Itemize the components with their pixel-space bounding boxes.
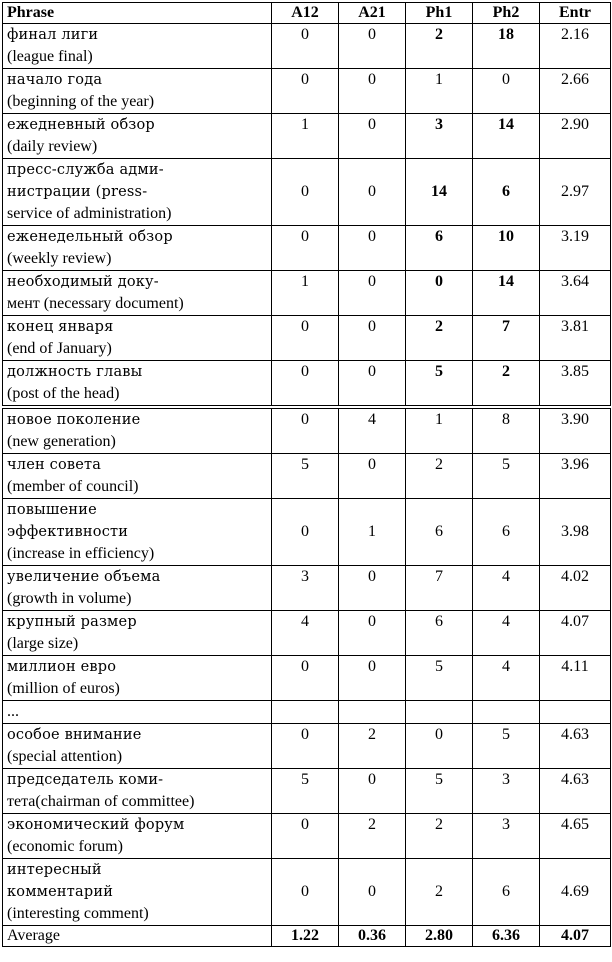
phrase-russian: пресс-служба адми-	[7, 162, 164, 178]
phrase-cell	[3, 24, 272, 69]
table-row	[3, 24, 611, 69]
cell-ph2: 3	[473, 814, 540, 859]
cell-a12: 0	[272, 159, 339, 226]
phrase-russian: необходимый доку-	[7, 274, 159, 290]
phrase-english: (growth in volume)	[7, 590, 132, 607]
phrase-english: (increase in efficiency)	[7, 545, 155, 562]
phrase-russian: председатель коми-	[7, 772, 164, 788]
cell-a21: 0	[339, 159, 406, 226]
table-row	[3, 316, 611, 361]
cell-a12: 3	[272, 566, 339, 611]
cell-entr: 4.65	[540, 814, 611, 859]
phrase-cell	[3, 499, 272, 566]
header-ph1: Ph1	[406, 3, 473, 24]
table-row	[3, 499, 611, 566]
cell-ph1: 6	[406, 499, 473, 566]
phrase-cell	[3, 271, 272, 316]
cell-entr: 2.97	[540, 159, 611, 226]
cell-ph1: 0	[406, 271, 473, 316]
cell-ph1: 6	[406, 611, 473, 656]
cell-a21: 0	[339, 271, 406, 316]
cell-a12: 0	[272, 69, 339, 114]
phrase-english: (end of January)	[7, 340, 112, 357]
cell-a21: 4	[339, 407, 406, 454]
phrase-english: (daily review)	[7, 138, 98, 155]
cell-ph2: 4	[473, 566, 540, 611]
header-row	[3, 3, 611, 24]
header-phrase: Phrase	[3, 3, 272, 24]
phrase-cell	[3, 114, 272, 159]
cell-a12: 0	[272, 316, 339, 361]
cell-ph1: 1	[406, 407, 473, 454]
cell-entr: 3.64	[540, 271, 611, 316]
cell-entr: 3.98	[540, 499, 611, 566]
cell-a21: 0	[339, 361, 406, 408]
cell-ph1: 1	[406, 69, 473, 114]
phrase-english: (large size)	[7, 635, 79, 652]
cell-ph1: 2	[406, 454, 473, 499]
phrase-russian: интересный	[7, 862, 102, 878]
cell-a12: 5	[272, 454, 339, 499]
phrase-russian: повышение	[7, 502, 97, 518]
phrase-table	[2, 2, 611, 947]
cell-ph1: 5	[406, 656, 473, 701]
cell-ph2: 4	[473, 656, 540, 701]
table-row	[3, 226, 611, 271]
header-entr: Entr	[540, 3, 611, 24]
phrase-cell	[3, 226, 272, 271]
phrase-russian: начало года	[7, 72, 103, 88]
empty-cell	[339, 701, 406, 724]
phrase-english: мент (necessary document)	[7, 295, 184, 312]
phrase-russian: крупный размер	[7, 614, 137, 630]
table-row	[3, 611, 611, 656]
phrase-russian: должность главы	[7, 364, 143, 380]
cell-entr: 2.66	[540, 69, 611, 114]
table-row	[3, 724, 611, 769]
average-a21: 0.36	[339, 926, 406, 947]
cell-ph2: 14	[473, 114, 540, 159]
cell-entr: 3.96	[540, 454, 611, 499]
cell-ph1: 3	[406, 114, 473, 159]
phrase-cell	[3, 769, 272, 814]
table-row	[3, 454, 611, 499]
table-row	[3, 656, 611, 701]
phrase-russian: эффективности	[7, 524, 129, 540]
table-row	[3, 566, 611, 611]
empty-cell	[272, 701, 339, 724]
phrase-russian: ежедневный обзор	[7, 117, 155, 133]
cell-ph1: 7	[406, 566, 473, 611]
phrase-english: (special attention)	[7, 748, 123, 765]
cell-a21: 0	[339, 859, 406, 926]
phrase-cell	[3, 724, 272, 769]
cell-entr: 4.07	[540, 611, 611, 656]
phrase-russian: особое внимание	[7, 727, 142, 743]
phrase-english: (economic forum)	[7, 838, 123, 855]
cell-entr: 3.85	[540, 361, 611, 408]
table-row	[3, 769, 611, 814]
cell-a12: 4	[272, 611, 339, 656]
phrase-cell	[3, 361, 272, 408]
phrase-cell	[3, 814, 272, 859]
cell-ph1: 5	[406, 769, 473, 814]
cell-a21: 0	[339, 566, 406, 611]
table-row	[3, 859, 611, 926]
phrase-russian: увеличение объема	[7, 569, 161, 585]
cell-entr: 4.63	[540, 769, 611, 814]
cell-a21: 2	[339, 724, 406, 769]
phrase-russian: член совета	[7, 457, 102, 473]
table-row	[3, 159, 611, 226]
cell-a21: 0	[339, 24, 406, 69]
cell-ph1: 5	[406, 361, 473, 408]
phrase-english: (post of the head)	[7, 385, 120, 402]
cell-a12: 1	[272, 114, 339, 159]
cell-entr: 4.02	[540, 566, 611, 611]
phrase-russian: финал лиги	[7, 27, 99, 43]
cell-entr: 4.63	[540, 724, 611, 769]
cell-a12: 1	[272, 271, 339, 316]
cell-ph2: 5	[473, 454, 540, 499]
cell-ph2: 2	[473, 361, 540, 408]
cell-entr: 4.11	[540, 656, 611, 701]
cell-a12: 0	[272, 814, 339, 859]
header-a12: A12	[272, 3, 339, 24]
cell-a21: 0	[339, 611, 406, 656]
empty-cell	[473, 701, 540, 724]
table-row	[3, 361, 611, 408]
cell-ph2: 6	[473, 859, 540, 926]
cell-ph2: 5	[473, 724, 540, 769]
cell-a21: 0	[339, 769, 406, 814]
phrase-cell	[3, 316, 272, 361]
average-ph2: 6.36	[473, 926, 540, 947]
cell-ph2: 3	[473, 769, 540, 814]
cell-ph2: 8	[473, 407, 540, 454]
cell-ph2: 4	[473, 611, 540, 656]
cell-ph1: 6	[406, 226, 473, 271]
phrase-english: (new generation)	[7, 433, 116, 450]
cell-ph2: 7	[473, 316, 540, 361]
phrase-cell	[3, 407, 272, 454]
cell-a21: 1	[339, 499, 406, 566]
table-row	[3, 69, 611, 114]
cell-ph2: 18	[473, 24, 540, 69]
phrase-russian: комментарий	[7, 884, 114, 900]
table-row	[3, 407, 611, 454]
cell-a12: 0	[272, 24, 339, 69]
cell-entr: 2.16	[540, 24, 611, 69]
cell-a12: 0	[272, 724, 339, 769]
average-row	[3, 926, 611, 947]
empty-cell	[406, 701, 473, 724]
header-ph2: Ph2	[473, 3, 540, 24]
cell-ph1: 2	[406, 859, 473, 926]
phrase-russian: еженедельный обзор	[7, 229, 173, 245]
ellipsis-cell: ...	[3, 701, 272, 724]
cell-a21: 0	[339, 69, 406, 114]
phrase-russian: новое поколение	[7, 412, 141, 428]
cell-ph1: 2	[406, 814, 473, 859]
phrase-english: (weekly review)	[7, 250, 112, 267]
cell-entr: 3.81	[540, 316, 611, 361]
phrase-english: (interesting comment)	[7, 905, 149, 922]
cell-a21: 0	[339, 114, 406, 159]
cell-a21: 0	[339, 656, 406, 701]
phrase-russian: конец января	[7, 319, 114, 335]
cell-ph1: 2	[406, 316, 473, 361]
cell-a21: 0	[339, 226, 406, 271]
cell-ph1: 14	[406, 159, 473, 226]
phrase-russian: нистрации (press-	[7, 184, 148, 200]
cell-a12: 0	[272, 407, 339, 454]
average-label: Average	[3, 926, 272, 947]
phrase-cell	[3, 69, 272, 114]
table-row	[3, 114, 611, 159]
cell-entr: 3.19	[540, 226, 611, 271]
cell-a12: 0	[272, 499, 339, 566]
table-row	[3, 271, 611, 316]
cell-a21: 2	[339, 814, 406, 859]
phrase-english: (million of euros)	[7, 680, 120, 697]
cell-ph2: 14	[473, 271, 540, 316]
cell-ph1: 0	[406, 724, 473, 769]
phrase-english: тета(chairman of committee)	[7, 793, 195, 810]
cell-a12: 5	[272, 769, 339, 814]
cell-ph2: 6	[473, 159, 540, 226]
average-a12: 1.22	[272, 926, 339, 947]
phrase-cell	[3, 159, 272, 226]
cell-a21: 0	[339, 454, 406, 499]
empty-cell	[540, 701, 611, 724]
cell-a12: 0	[272, 361, 339, 408]
average-entr: 4.07	[540, 926, 611, 947]
phrase-english: (member of council)	[7, 478, 139, 495]
cell-a12: 0	[272, 859, 339, 926]
phrase-english: service of administration)	[7, 205, 172, 222]
phrase-cell	[3, 611, 272, 656]
cell-a21: 0	[339, 316, 406, 361]
phrase-english: (league final)	[7, 48, 93, 65]
cell-entr: 4.69	[540, 859, 611, 926]
phrase-cell	[3, 859, 272, 926]
header-a21: A21	[339, 3, 406, 24]
cell-entr: 2.90	[540, 114, 611, 159]
phrase-cell	[3, 454, 272, 499]
phrase-english: (beginning of the year)	[7, 93, 155, 110]
table-row	[3, 814, 611, 859]
cell-ph1: 2	[406, 24, 473, 69]
cell-ph2: 10	[473, 226, 540, 271]
cell-a12: 0	[272, 656, 339, 701]
phrase-russian: экономический форум	[7, 817, 185, 833]
cell-ph2: 6	[473, 499, 540, 566]
phrase-russian: миллион евро	[7, 659, 117, 675]
average-ph1: 2.80	[406, 926, 473, 947]
phrase-cell	[3, 656, 272, 701]
cell-entr: 3.90	[540, 407, 611, 454]
cell-ph2: 0	[473, 69, 540, 114]
phrase-cell	[3, 566, 272, 611]
cell-a12: 0	[272, 226, 339, 271]
table-row	[3, 701, 611, 724]
